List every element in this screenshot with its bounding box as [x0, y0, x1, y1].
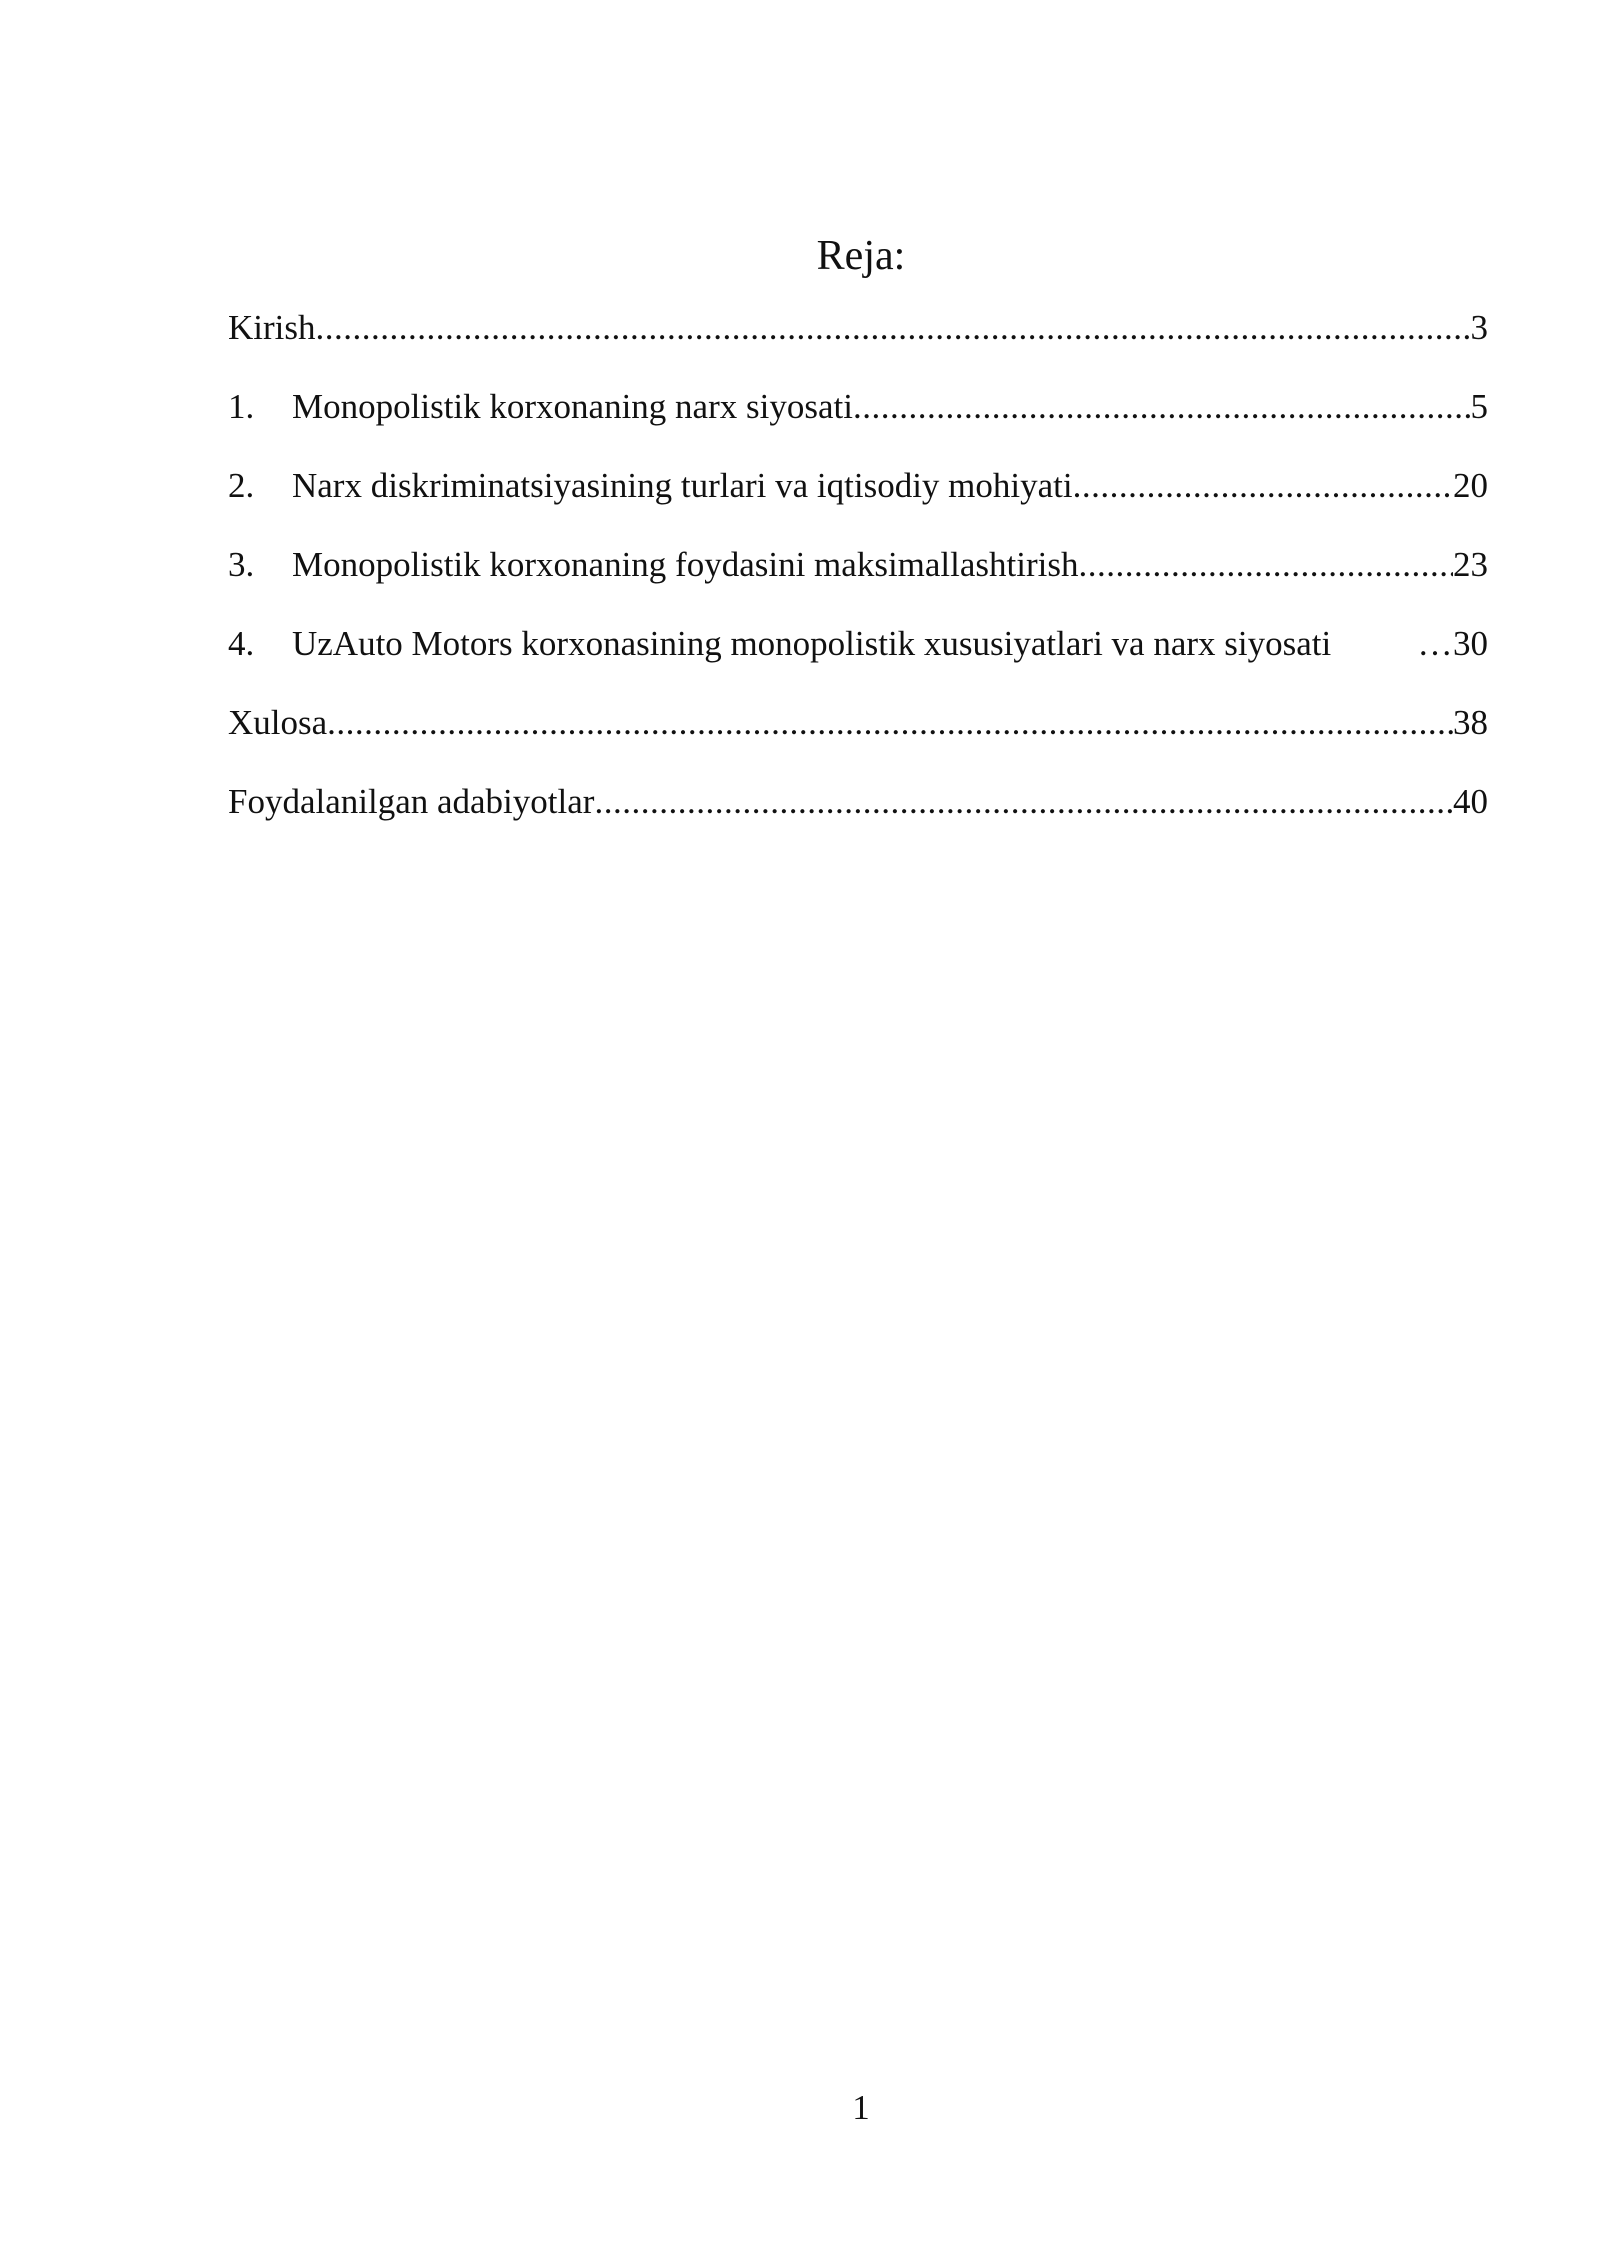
- page-number: 1: [852, 2088, 870, 2127]
- toc-entry-page: 3: [1470, 308, 1488, 347]
- toc-entry-chapter-3: [228, 537, 1488, 616]
- toc-entry-introduction: [228, 300, 1488, 379]
- toc-entry-page: 30: [1453, 624, 1488, 663]
- toc-dot-leader: [1073, 458, 1453, 514]
- toc-entry-text: Monopolistik korxonaning foydasini maksimallashtirish: [292, 545, 1079, 584]
- toc-entry-text: Narx diskriminatsiyasining turlari va iqtisodiy mohiyati: [292, 466, 1073, 505]
- toc-entry-chapter-2: [228, 458, 1488, 537]
- toc-entry-number: 2.: [228, 466, 255, 505]
- toc-entry-page: 40: [1453, 782, 1488, 821]
- toc-dot-leader: [316, 300, 1471, 356]
- toc-dot-leader: [1078, 537, 1453, 593]
- toc-entry-number: 1.: [228, 387, 255, 426]
- toc-entry-text: Xulosa: [228, 703, 328, 742]
- toc-entry-page: 5: [1470, 387, 1488, 426]
- toc-entry-conclusion: [228, 695, 1488, 774]
- toc-entry-page: 20: [1453, 466, 1488, 505]
- toc-entry-number: 3.: [228, 545, 255, 584]
- toc-entry-text: Kirish: [228, 308, 316, 347]
- toc-entry-text: Monopolistik korxonaning narx siyosati: [292, 387, 853, 426]
- toc-entry-references: [228, 774, 1488, 853]
- toc-entry-text: Foydalanilgan adabiyotlar: [228, 782, 595, 821]
- toc-dot-leader: [853, 379, 1471, 435]
- toc-entry-page: 23: [1453, 545, 1488, 584]
- table-of-contents: [228, 300, 1488, 853]
- toc-entry-chapter-4: [228, 616, 1488, 695]
- toc-entry-number: 4.: [228, 624, 255, 663]
- toc-dot-leader: [327, 695, 1453, 751]
- toc-title: Reja:: [816, 233, 906, 279]
- toc-entry-page: 38: [1453, 703, 1488, 742]
- toc-entry-text: UzAuto Motors korxonasining monopolistik xususiyatlari va narx siyosati: [292, 624, 1332, 663]
- toc-entry-chapter-1: [228, 379, 1488, 458]
- toc-dot-leader: [1418, 616, 1454, 672]
- toc-dot-leader: [594, 774, 1453, 830]
